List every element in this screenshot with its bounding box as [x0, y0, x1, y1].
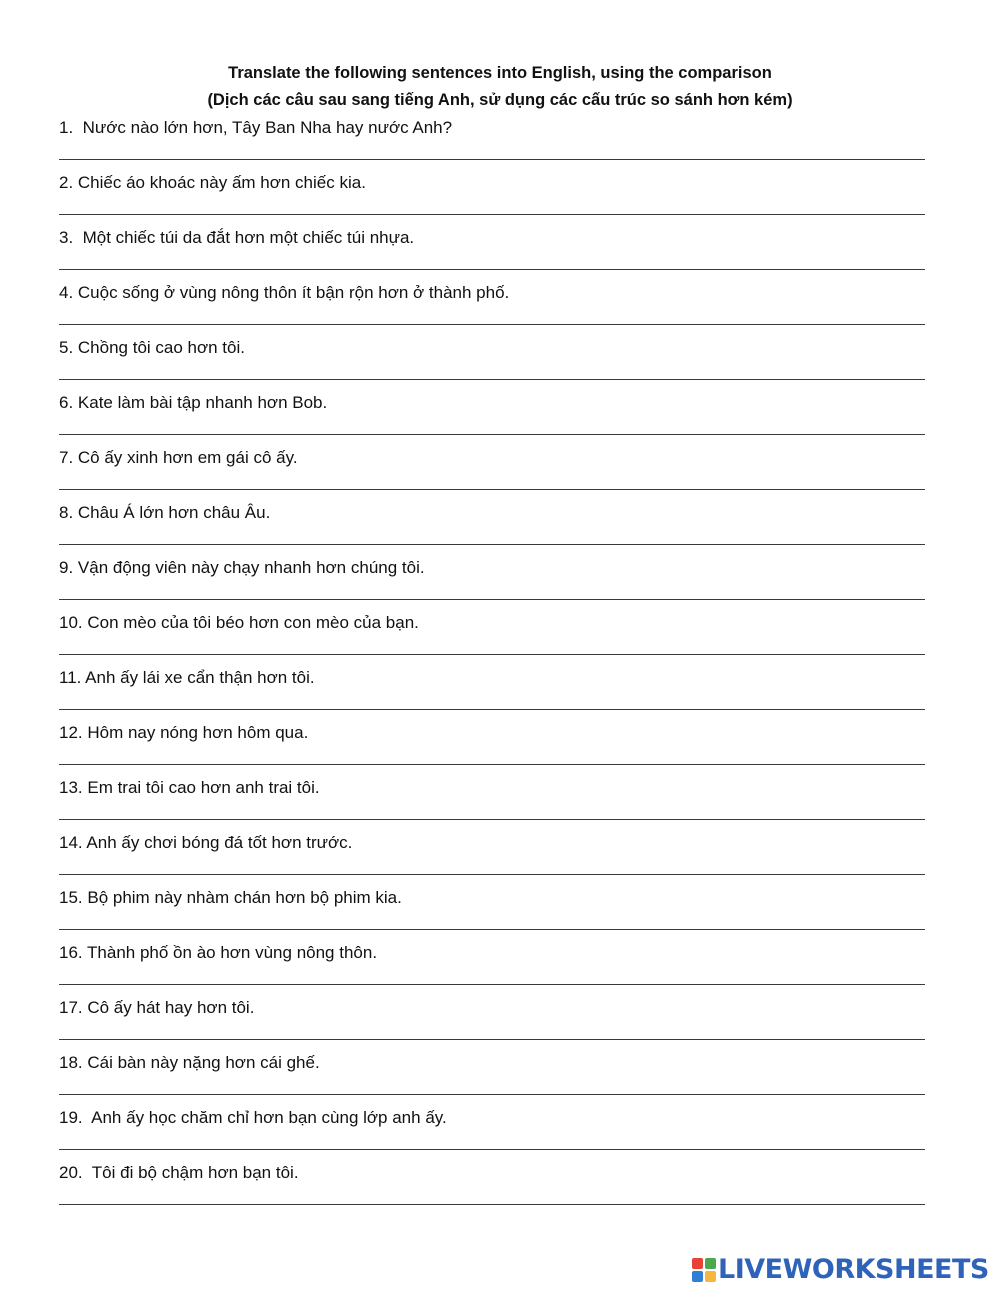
question-text: 8. Châu Á lớn hơn châu Âu.: [59, 503, 271, 522]
answer-line[interactable]: [59, 1149, 925, 1150]
liveworksheets-logo-text: LIVEWORKSHEETS: [718, 1254, 989, 1285]
answer-line[interactable]: [59, 599, 925, 600]
question-item: [59, 1104, 925, 1159]
answer-line[interactable]: [59, 654, 925, 655]
question-item: [59, 554, 925, 609]
question-item: [59, 114, 925, 169]
question-text: 9. Vận động viên này chạy nhanh hơn chúng tôi.: [59, 558, 425, 577]
answer-line[interactable]: [59, 1204, 925, 1205]
question-text: 3. Một chiếc túi da đắt hơn một chiếc túi nhựa.: [59, 228, 415, 247]
question-item: [59, 1159, 925, 1214]
question-text: 6. Kate làm bài tập nhanh hơn Bob.: [59, 393, 328, 412]
question-item: [59, 664, 925, 719]
question-item: [59, 389, 925, 444]
question-item: [59, 279, 925, 334]
logo-tile: [692, 1271, 703, 1282]
question-item: [59, 719, 925, 774]
answer-line[interactable]: [59, 819, 925, 820]
answer-line[interactable]: [59, 1094, 925, 1095]
answer-line[interactable]: [59, 324, 925, 325]
question-item: [59, 1049, 925, 1104]
answer-line[interactable]: [59, 709, 925, 710]
answer-line[interactable]: [59, 489, 925, 490]
worksheet-title: Translate the following sentences into English, using the comparison: [228, 64, 772, 82]
answer-line[interactable]: [59, 764, 925, 765]
answer-line[interactable]: [59, 214, 925, 215]
question-item: [59, 939, 925, 994]
worksheet-subtitle: (Dịch các câu sau sang tiếng Anh, sử dụng các cấu trúc so sánh hơn kém): [207, 91, 793, 109]
question-item: [59, 774, 925, 829]
question-text: 2. Chiếc áo khoác này ấm hơn chiếc kia.: [59, 173, 366, 192]
question-text: 4. Cuộc sống ở vùng nông thôn ít bận rộn hơn ở thành phố.: [59, 283, 510, 302]
liveworksheets-logo-icon: [692, 1258, 716, 1282]
question-text: 12. Hôm nay nóng hơn hôm qua.: [59, 723, 309, 742]
question-text: 19. Anh ấy học chăm chỉ hơn bạn cùng lớp anh ấy.: [59, 1108, 447, 1127]
question-text: 17. Cô ấy hát hay hơn tôi.: [59, 998, 255, 1017]
answer-line[interactable]: [59, 269, 925, 270]
question-text: 14. Anh ấy chơi bóng đá tốt hơn trước.: [59, 833, 353, 852]
logo-tile: [705, 1258, 716, 1269]
answer-line[interactable]: [59, 874, 925, 875]
question-item: [59, 884, 925, 939]
answer-line[interactable]: [59, 379, 925, 380]
question-text: 1. Nước nào lớn hơn, Tây Ban Nha hay nước Anh?: [59, 118, 453, 137]
question-text: 18. Cái bàn này nặng hơn cái ghế.: [59, 1053, 320, 1072]
question-item: [59, 499, 925, 554]
answer-line[interactable]: [59, 159, 925, 160]
answer-line[interactable]: [59, 1039, 925, 1040]
question-text: 5. Chồng tôi cao hơn tôi.: [59, 338, 245, 357]
question-item: [59, 224, 925, 279]
question-text: 10. Con mèo của tôi béo hơn con mèo của bạn.: [59, 613, 419, 632]
logo-tile: [705, 1271, 716, 1282]
answer-line[interactable]: [59, 929, 925, 930]
question-text: 11. Anh ấy lái xe cẩn thận hơn tôi.: [59, 668, 315, 687]
answer-line[interactable]: [59, 984, 925, 985]
question-item: [59, 829, 925, 884]
worksheet-header: [0, 60, 1000, 114]
question-item: [59, 994, 925, 1049]
question-text: 13. Em trai tôi cao hơn anh trai tôi.: [59, 778, 320, 797]
question-list: [59, 114, 925, 1214]
question-item: [59, 609, 925, 664]
question-text: 20. Tôi đi bộ chậm hơn bạn tôi.: [59, 1163, 299, 1182]
question-text: 15. Bộ phim này nhàm chán hơn bộ phim kia.: [59, 888, 402, 907]
logo-tile: [692, 1258, 703, 1269]
liveworksheets-logo: [692, 1254, 989, 1286]
question-text: 7. Cô ấy xinh hơn em gái cô ấy.: [59, 448, 298, 467]
question-item: [59, 334, 925, 389]
question-text: 16. Thành phố ồn ào hơn vùng nông thôn.: [59, 943, 378, 962]
question-item: [59, 444, 925, 499]
question-item: [59, 169, 925, 224]
answer-line[interactable]: [59, 544, 925, 545]
answer-line[interactable]: [59, 434, 925, 435]
